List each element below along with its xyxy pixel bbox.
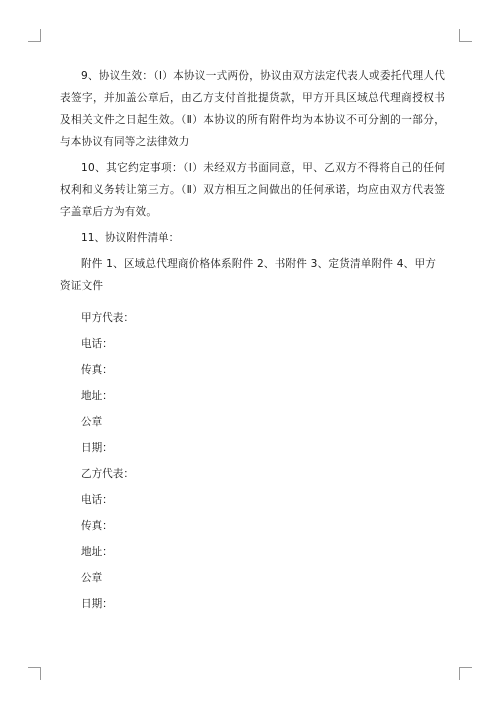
party-a-fax-label: 传真： <box>81 364 113 376</box>
document-body <box>60 65 445 619</box>
crop-mark-bottom-left <box>28 667 41 680</box>
party-b-phone-label: 电话： <box>81 494 113 506</box>
party-b-signature-block <box>60 463 445 615</box>
clause-11-heading: 11、协议附件清单： <box>81 232 180 244</box>
crop-mark-top-left <box>28 29 41 42</box>
party-a-signature-block <box>60 307 445 459</box>
party-a-date-label: 日期： <box>81 442 113 454</box>
party-a-address-label: 地址： <box>81 390 113 402</box>
crop-mark-top-right <box>459 29 472 42</box>
clause-9: 9、协议生效：（Ⅰ）本协议一式两份，协议由双方法定代表人或委托代理人代表签字，并加盖公章后，由乙方支付首批提货款，甲方开具区域总代理商授权书及相关文件之日起生效。（Ⅱ）本协议的所有附件均为本协议不可分割的一部分，与本协议有同等之法律效力 <box>60 70 445 148</box>
clause-10: 10、其它约定事项：（Ⅰ）未经双方书面同意，甲、乙双方不得将自己的任何权利和义务转让第三方。（Ⅱ）双方相互之间做出的任何承诺，均应由双方代表签字盖章后方为有效。 <box>60 162 445 218</box>
clause-11-annex-list: 附件 1、区域总代理商价格体系附件 2、书附件 3、定货清单附件 4、甲方资证文件 <box>60 258 437 292</box>
party-b-fax-label: 传真： <box>81 520 113 532</box>
party-a-seal-label: 公章 <box>81 416 103 428</box>
party-b-seal-label: 公章 <box>81 572 103 584</box>
party-b-date-label: 日期： <box>81 598 113 610</box>
party-a-phone-label: 电话： <box>81 338 113 350</box>
party-a-representative-label: 甲方代表： <box>81 312 134 324</box>
party-b-representative-label: 乙方代表： <box>81 468 134 480</box>
party-b-address-label: 地址： <box>81 546 113 558</box>
crop-mark-bottom-right <box>459 667 472 680</box>
